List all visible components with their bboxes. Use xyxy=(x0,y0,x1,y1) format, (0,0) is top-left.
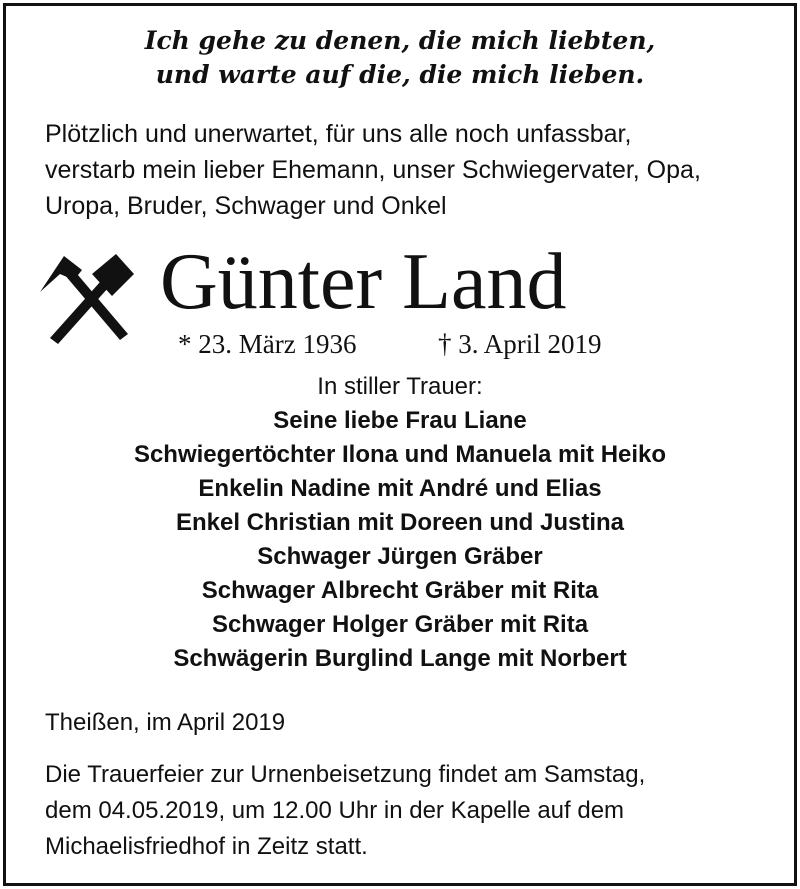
mourner-line: Schwiegertöchter Ilona und Manuela mit Heiko xyxy=(133,441,667,468)
motto-line: Ich gehe zu denen, die mich liebten, xyxy=(144,26,656,55)
intro-text xyxy=(45,116,765,224)
mourner-line: Schwager Albrecht Gräber mit Rita xyxy=(201,577,599,604)
mourners-section xyxy=(0,370,800,676)
funeral-line: Die Trauerfeier zur Urnenbeisetzung findet am Samstag, xyxy=(45,761,646,788)
mourner-line: Schwägerin Burglind Lange mit Norbert xyxy=(173,645,627,672)
birth-date: * 23. März 1936 xyxy=(178,329,357,359)
mourner-line: Schwager Jürgen Gräber xyxy=(257,543,543,570)
deceased-name: Günter Land xyxy=(160,238,567,326)
mourner-line: Seine liebe Frau Liane xyxy=(273,407,527,434)
funeral-line: dem 04.05.2019, um 12.00 Uhr in der Kapelle auf dem xyxy=(45,797,625,824)
mourner-line: Enkelin Nadine mit André und Elias xyxy=(198,475,602,502)
death-date: † 3. April 2019 xyxy=(438,329,602,359)
intro-line: verstarb mein lieber Ehemann, unser Schwiegervater, Opa, xyxy=(45,156,701,184)
life-dates xyxy=(0,327,800,361)
motto xyxy=(0,24,800,92)
funeral-line: Michaelisfriedhof in Zeitz statt. xyxy=(45,833,368,860)
mourner-line: Schwager Holger Gräber mit Rita xyxy=(211,611,589,638)
intro-line: Plötzlich und unerwartet, für uns alle noch unfassbar, xyxy=(45,120,632,148)
intro-line: Uropa, Bruder, Schwager und Onkel xyxy=(45,192,447,220)
place-and-date: Theißen, im April 2019 xyxy=(45,709,286,736)
mourning-heading: In stiller Trauer: xyxy=(317,373,483,400)
motto-line: und warte auf die, die mich lieben. xyxy=(155,60,645,89)
mourner-line: Enkel Christian mit Doreen und Justina xyxy=(175,509,625,536)
funeral-info xyxy=(45,757,775,865)
